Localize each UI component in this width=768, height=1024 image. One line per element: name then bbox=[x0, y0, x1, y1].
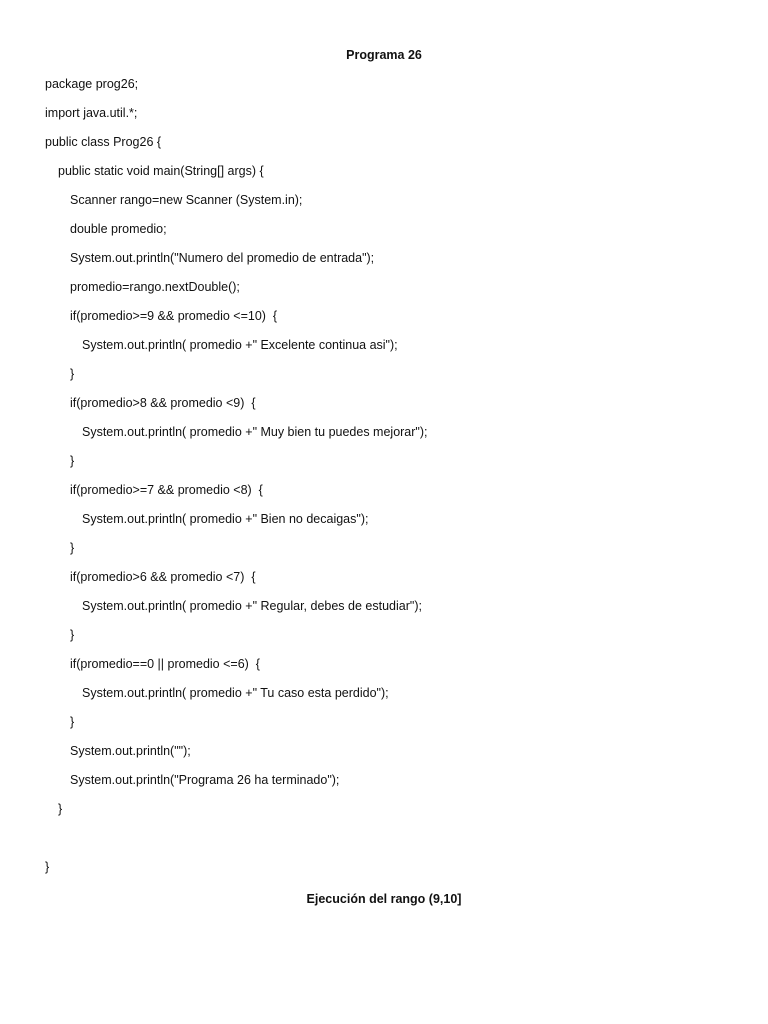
code-line: public static void main(String[] args) { bbox=[58, 164, 264, 178]
code-line: } bbox=[45, 860, 50, 874]
code-line: System.out.println( promedio +" Regular, debes de estudiar"); bbox=[82, 599, 422, 613]
code-line: } bbox=[70, 715, 75, 729]
code-line: if(promedio>=9 && promedio <=10) { bbox=[70, 309, 278, 323]
code-line: System.out.println(""); bbox=[70, 744, 191, 758]
code-line: System.out.println( promedio +" Tu caso esta perdido"); bbox=[82, 686, 389, 700]
code-line: System.out.println("Programa 26 ha terminado"); bbox=[70, 773, 340, 787]
code-line: promedio=rango.nextDouble(); bbox=[70, 280, 240, 294]
execution-section-title: Ejecución del rango (9,10] bbox=[306, 892, 462, 906]
code-line: } bbox=[70, 541, 75, 555]
code-line: System.out.println( promedio +" Bien no decaigas"); bbox=[82, 512, 369, 526]
document-title: Programa 26 bbox=[346, 48, 422, 62]
code-line: import java.util.*; bbox=[45, 106, 138, 120]
code-line: } bbox=[70, 367, 75, 381]
code-line: System.out.println( promedio +" Muy bien tu puedes mejorar"); bbox=[82, 425, 428, 439]
code-line: if(promedio>8 && promedio <9) { bbox=[70, 396, 256, 410]
code-line bbox=[45, 830, 725, 859]
code-line: double promedio; bbox=[70, 222, 167, 236]
code-line: System.out.println("Numero del promedio de entrada"); bbox=[70, 251, 375, 265]
code-line: if(promedio==0 || promedio <=6) { bbox=[70, 657, 260, 671]
code-line: Scanner rango=new Scanner (System.in); bbox=[70, 193, 303, 207]
code-line: if(promedio>6 && promedio <7) { bbox=[70, 570, 256, 584]
code-line: } bbox=[58, 802, 63, 816]
code-line: if(promedio>=7 && promedio <8) { bbox=[70, 483, 263, 497]
code-line: } bbox=[70, 628, 75, 642]
code-line: package prog26; bbox=[45, 77, 139, 91]
code-line: System.out.println( promedio +" Excelente continua asi"); bbox=[82, 338, 398, 352]
code-block bbox=[45, 76, 725, 888]
code-line: public class Prog26 { bbox=[45, 135, 162, 149]
code-line: } bbox=[70, 454, 75, 468]
